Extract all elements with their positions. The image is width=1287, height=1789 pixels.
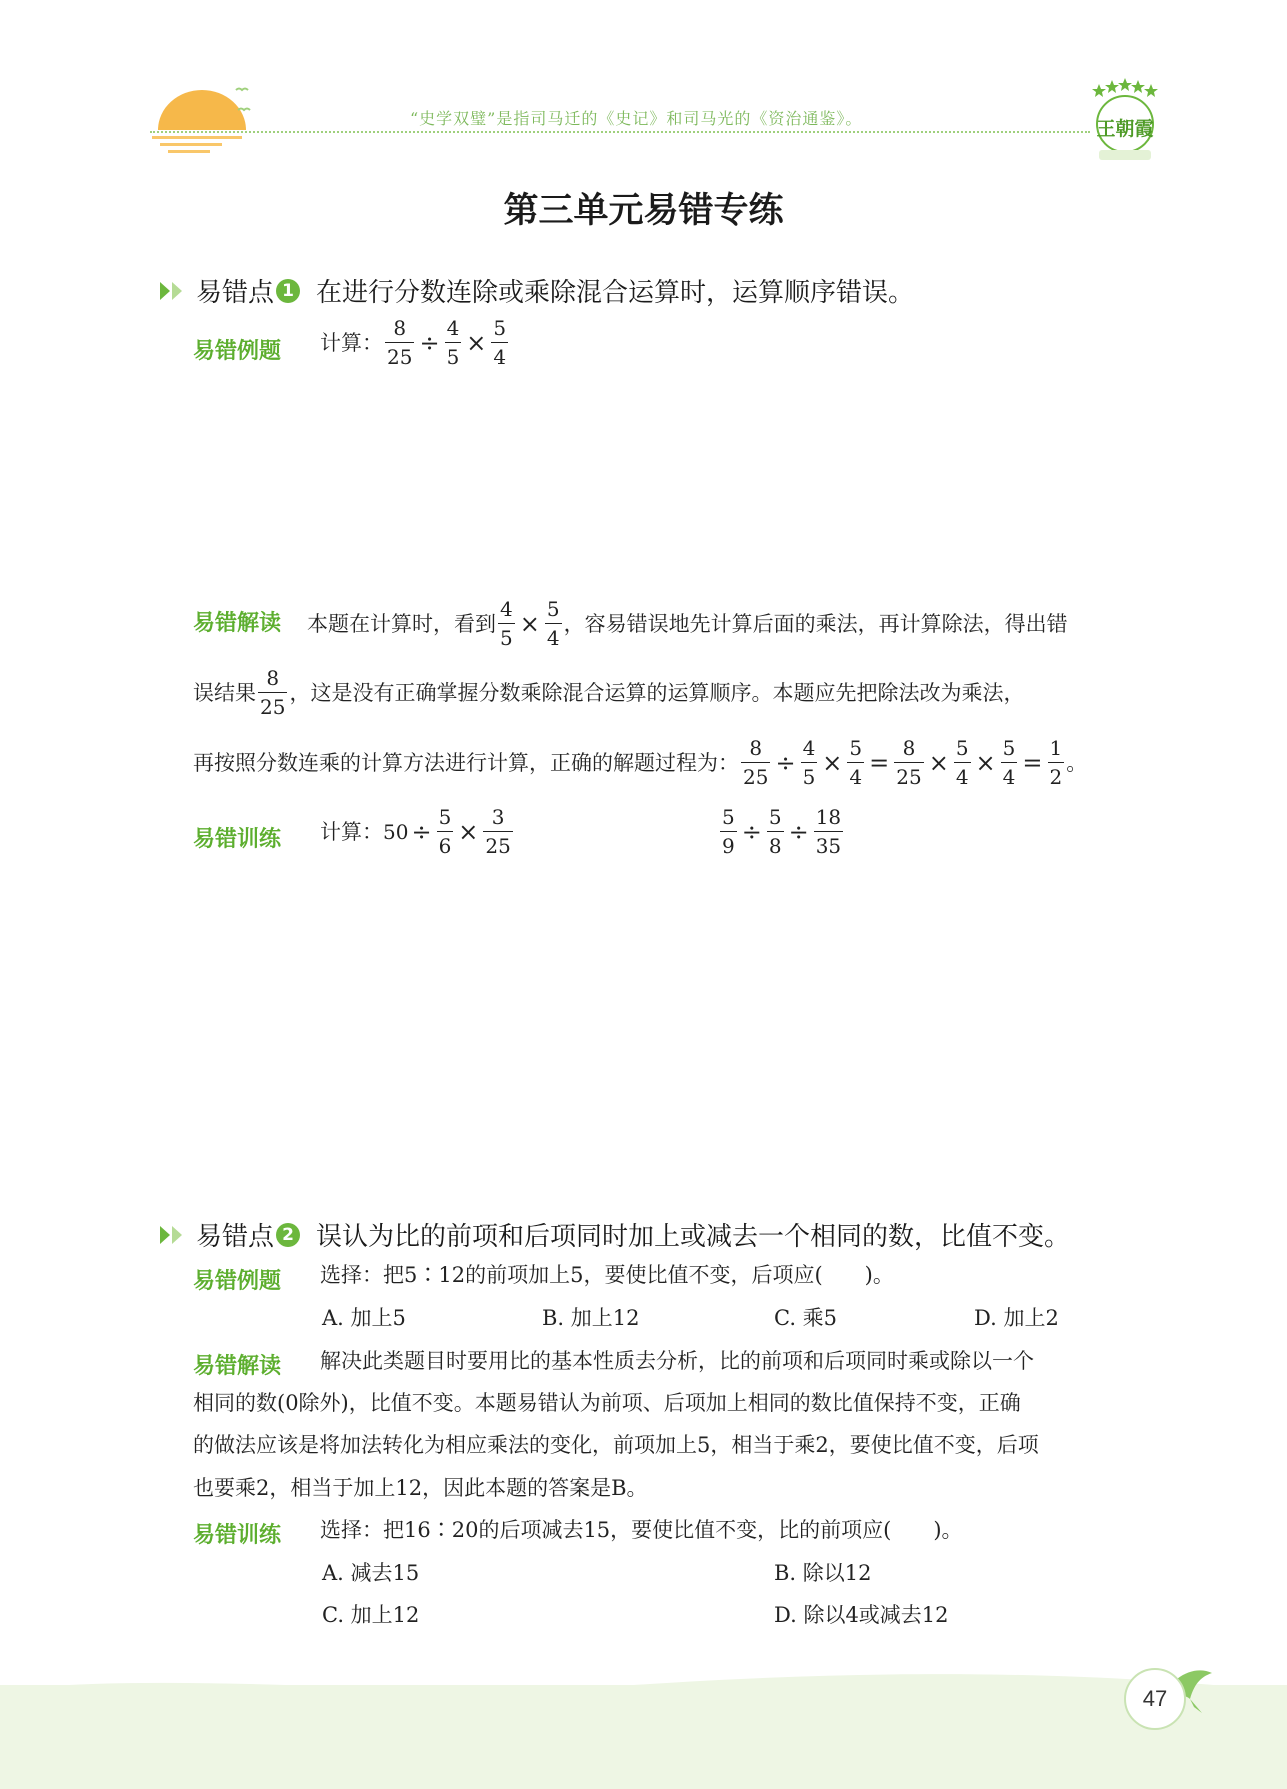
section2-analysis-line4: 也要乘2，相当于加上12，因此本题的答案是B。 — [193, 1476, 648, 1500]
section1-example-label: 易错例题 — [193, 339, 282, 364]
section1-practice-2 — [718, 806, 845, 858]
section2-example-option-c: C. 乘5 — [774, 1306, 838, 1330]
page-number: 47 — [1124, 1668, 1186, 1730]
section2-analysis-label: 易错解读 — [193, 1354, 282, 1379]
sunset-logo — [150, 78, 260, 158]
section2-practice-option-d: D. 除以4或减去12 — [774, 1603, 949, 1627]
section1-example — [320, 317, 510, 369]
fraction: $\frac{4}{5}$ — [446, 316, 460, 369]
practice2-expression: $\frac{5}{9}$ ÷ $\frac{5}{8}$ ÷ $\frac{18}{35}$ — [722, 805, 842, 858]
section2-practice-option-b: B. 除以12 — [774, 1561, 872, 1585]
section2-example-option-b: B. 加上12 — [542, 1306, 640, 1330]
fraction: $\frac{5}{4}$ — [546, 597, 560, 650]
section1-analysis-line1: 易错解读 本题在计算时，看到 $\frac{4}{5}$ × $\frac{5}{4}$ ，容易错误地先计算后面的乘法，再计算除法，得出错 — [193, 597, 1068, 650]
section2-analysis-line1: 解决此类题目时要用比的基本性质去分析，比的前项和后项同时乘或除以一个 — [320, 1349, 1034, 1373]
section1-heading — [158, 272, 914, 309]
fraction: $\frac{5}{4}$ — [493, 316, 507, 369]
example-prefix: 计算： — [320, 330, 383, 355]
section2-example-question: 选择：把5∶12的前项加上5，要使比值不变，后项应( )。 — [320, 1263, 894, 1287]
fraction: $\frac{4}{5}$ — [500, 597, 513, 650]
section2-analysis-line3: 的做法应该是将加法转化为相应乘法的变化，前项加上5，相当于乘2，要使比值不变，后项 — [193, 1433, 1039, 1457]
section1-badge: 1 — [276, 279, 300, 303]
header-motto: “史学双璧”是指司马迁的《史记》和司马光的《资治通鉴》。 — [410, 109, 863, 128]
section1-heading-label: 易错点 — [196, 278, 275, 308]
section1-heading-text: 在进行分数连除或乘除混合运算时，运算顺序错误。 — [316, 278, 915, 308]
section2-heading-text: 误认为比的前项和后项同时加上或减去一个相同的数，比值不变。 — [316, 1222, 1071, 1252]
section1-analysis-line2: 误结果 $\frac{8}{25}$ ，这是没有正确掌握分数乘除混合运算的运算顺序。本题应先把除法改为乘法， — [193, 666, 1025, 719]
section2-example-label: 易错例题 — [193, 1269, 282, 1294]
section2-example-option-d: D. 加上2 — [974, 1306, 1059, 1330]
double-arrow-icon — [158, 1223, 190, 1247]
section2-practice-option-c: C. 加上12 — [322, 1603, 420, 1627]
fraction: $\frac{8}{25}$ — [387, 316, 413, 369]
section2-badge: 2 — [276, 1223, 300, 1247]
section2-heading — [158, 1216, 1070, 1253]
section2-practice-question: 选择：把16∶20的后项减去15，要使比值不变，比的前项应( )。 — [320, 1518, 963, 1542]
section2-practice-option-a: A. 减去15 — [322, 1561, 420, 1585]
example-expression: $\frac{8}{25}$ ÷ $\frac{4}{5}$ × $\frac{5}{4}$ — [387, 316, 507, 369]
solution-expression: $\frac{8}{25}$ ÷ $\frac{4}{5}$ × $\frac{5}{4}$ = $\frac{8}{25}$ × $\frac{5}{4}$ × $\frac{5}{4}$ = $\frac{1}{2}$ — [743, 736, 1063, 789]
brand-logo — [1085, 76, 1165, 164]
section1-practice-label: 易错训练 — [193, 827, 282, 852]
fraction: $\frac{8}{25}$ — [260, 666, 286, 719]
practice1-expression: 50 ÷ $\frac{5}{6}$ × $\frac{3}{25}$ — [383, 805, 511, 858]
section2-practice-label: 易错训练 — [193, 1523, 282, 1548]
brand-logo-text: 王朝霞 — [1096, 118, 1154, 140]
footer-hills — [0, 1670, 1287, 1710]
header-dotted-line — [150, 131, 1090, 133]
double-arrow-icon — [158, 279, 190, 303]
section1-analysis-line3: 再按照分数连乘的计算方法进行计算，正确的解题过程为： $\frac{8}{25}$ ÷ $\frac{4}{5}$ × $\frac{5}{4}$ = $\frac{8}{25}$ × $\frac{5}{4}$ × $\frac{5}{4}$ = $\frac{1}{2}$ 。 — [193, 736, 1088, 789]
analysis-expression: $\frac{4}{5}$ × $\frac{5}{4}$ — [500, 597, 560, 650]
section1-practice-1: 计算： 50 ÷ $\frac{5}{6}$ × $\frac{3}{25}$ — [320, 806, 515, 858]
section1-analysis-label: 易错解读 — [193, 611, 282, 636]
page-title: 第三单元易错专练 — [503, 191, 784, 231]
section2-example-option-a: A. 加上5 — [322, 1306, 406, 1330]
section2-heading-label: 易错点 — [196, 1222, 275, 1252]
section2-analysis-line2: 相同的数(0除外)，比值不变。本题易错认为前项、后项加上相同的数比值保持不变，正确 — [193, 1391, 1021, 1415]
